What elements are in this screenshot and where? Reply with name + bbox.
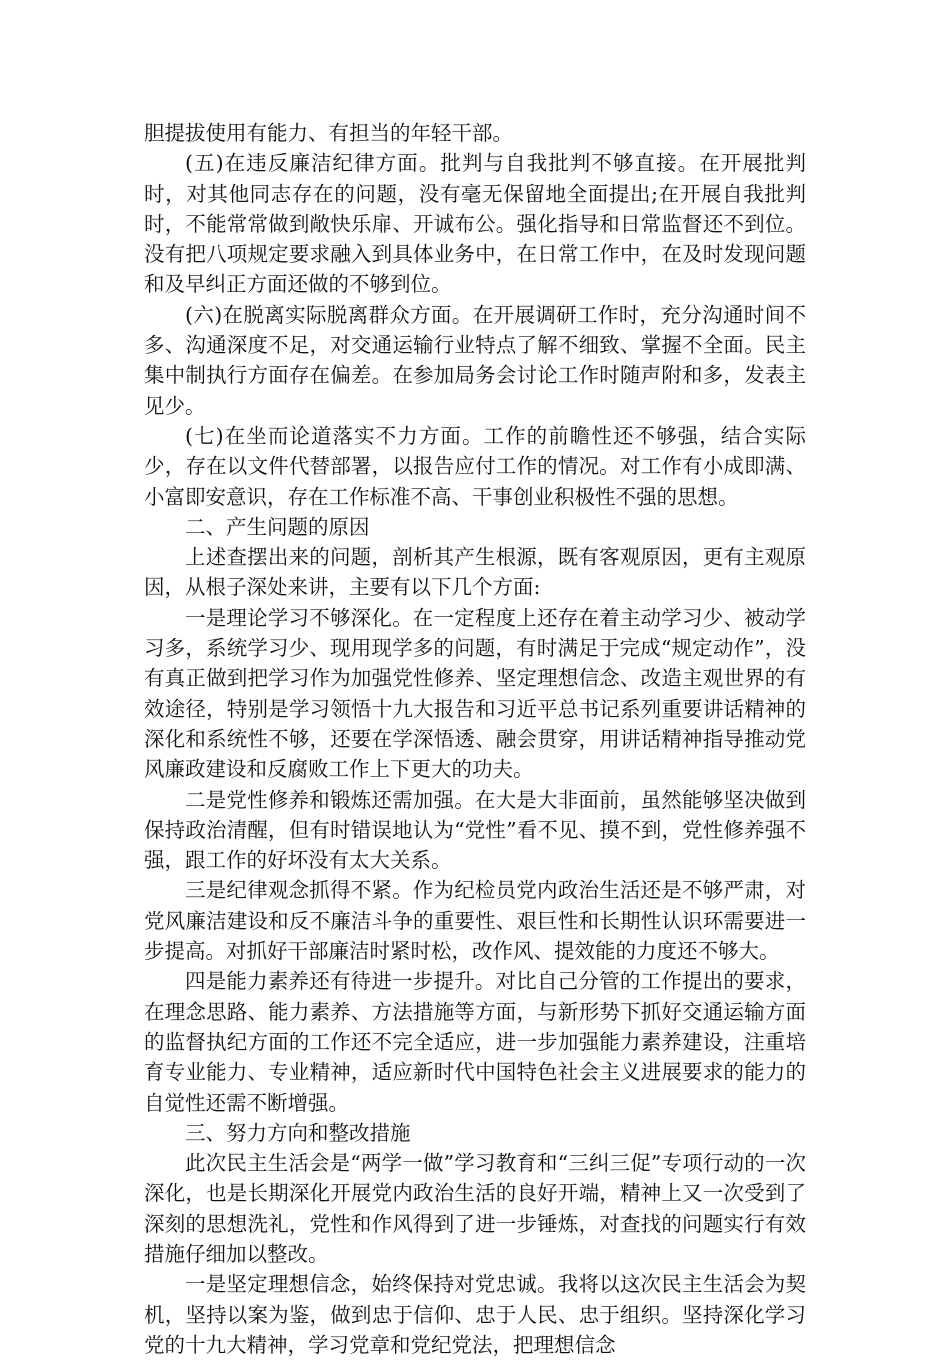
paragraph-measures-intro: 此次民主生活会是“两学一做”学习教育和“三纠三促”专项行动的一次深化，也是长期深化开展党内政治生活的良好开端，精神上又一次受到了深刻的思想洗礼，党性和作风得到了进一步锤炼，对查找的问题实行有效措施仔细加以整改。 [144,1151,806,1266]
paragraph-causes-intro: 上述查摆出来的问题，剖析其产生根源，既有客观原因，更有主观原因，从根子深处来讲，主要有以下几个方面: [144,545,806,600]
paragraph-continuation: 胆提拔使用有能力、有担当的年轻干部。 [144,121,513,145]
paragraph-measure-ideals: 一是坚定理想信念，始终保持对党忠诚。我将以这次民主生活会为契机，坚持以案为鉴，做到忠于信仰、忠于人民、忠于组织。坚持深化学习党的十九大精神，学习党章和党纪党法，把理想信念 [144,1272,806,1357]
paragraph-detached-from-masses: (六)在脱离实际脱离群众方面。在开展调研工作时，充分沟通时间不多、沟通深度不足，对交通运输行业特点了解不细致、掌握不全面。民主集中制执行方面存在偏差。在参加局务会讨论工作时随声附和多，发表主见少。 [144,302,806,418]
paragraph-integrity-discipline: (五)在违反廉洁纪律方面。批判与自我批判不够直接。在开展批判时，对其他同志存在的问题，没有毫无保留地全面提出;在开展自我批判时，不能常常做到敞快乐扉、开诚布公。强化指导和日常监督还不到位。没有把八项规定要求融入到具体业务中，在日常工作中，在及时发现问题和及早纠正方面还做的不够到位。 [144,151,806,297]
section-heading-causes: 二、产生问题的原因 [185,514,370,539]
paragraph-cause-party-spirit: 二是党性修养和锻炼还需加强。在大是大非面前，虽然能够坚决做到保持政治清醒，但有时错误地认为“党性”看不见、摸不到，党性修养强不强，跟工作的好坏没有太大关系。 [144,787,806,873]
paragraph-cause-theory-study: 一是理论学习不够深化。在一定程度上还存在着主动学习少、被动学习多，系统学习少、现用现学多的问题，有时满足于完成“规定动作”，没有真正做到把学习作为加强党性修养、坚定理想信念、改造主观世界的有效途径，特别是学习领悟十九大报告和习近平总书记系列重要讲话精神的深化和系统性不够，还要在学深悟透、融会贯穿，用讲话精神指导推动党风廉政建设和反腐败工作上下更大的功夫。 [144,605,806,782]
paragraph-empty-talk: (七)在坐而论道落实不力方面。工作的前瞻性还不够强，结合实际少，存在以文件代替部署，以报告应付工作的情况。对工作有小成即满、小富即安意识，存在工作标准不高、干事创业积极性不强的思想。 [144,423,806,509]
section-heading-measures: 三、努力方向和整改措施 [185,1120,411,1145]
document-page [144,118,806,1360]
paragraph-cause-ability: 四是能力素养还有待进一步提升。对比自己分管的工作提出的要求，在理念思路、能力素养、方法措施等方面，与新形势下抓好交通运输方面的监督执纪方面的工作还不完全适应，进一步加强能力素养建设，注重培育专业能力、专业精神，适应新时代中国特色社会主义进展要求的能力的自觉性还需不断增强。 [144,969,806,1115]
paragraph-cause-discipline: 三是纪律观念抓得不紧。作为纪检员党内政治生活还是不够严肃，对党风廉洁建设和反不廉洁斗争的重要性、艰巨性和长期性认识环需要进一步提高。对抓好干部廉洁时紧时松，改作风、提效能的力度还不够大。 [144,878,806,964]
